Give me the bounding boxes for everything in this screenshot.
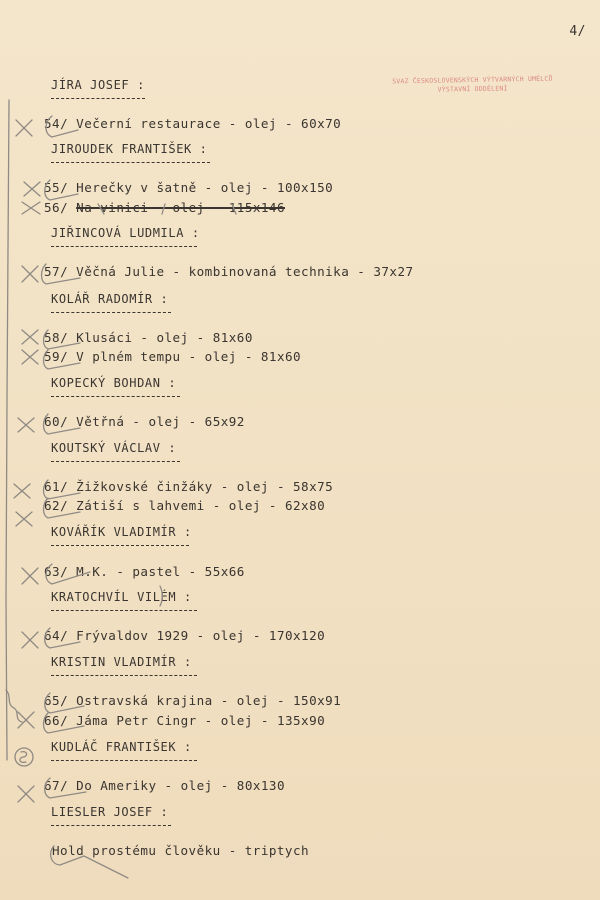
artwork-entry	[44, 713, 325, 728]
artist-name: KUDLÁČ FRANTIŠEK :	[51, 740, 192, 754]
artist-underline	[51, 312, 171, 313]
artist-underline	[51, 610, 197, 611]
artist-underline	[51, 98, 145, 99]
artist-underline	[51, 675, 197, 676]
page-number: 4/	[569, 24, 586, 39]
artwork-title: Do Ameriky - olej - 80x130	[76, 778, 285, 793]
artwork-entry-crossed-out	[44, 200, 285, 215]
artwork-title: Věčná Julie - kombinovaná technika - 37x27	[76, 264, 414, 279]
artist-underline	[51, 461, 180, 462]
artwork-entry	[44, 180, 333, 195]
artwork-title: Zátiší s lahvemi - olej - 62x80	[76, 498, 326, 513]
artwork-title: V plném tempu - olej - 81x60	[76, 349, 302, 364]
artist-underline	[51, 825, 171, 826]
artwork-entry	[44, 479, 333, 494]
stamp-line-2: VÝSTAVNÍ ODDĚLENÍ	[437, 84, 508, 94]
artist-name: KOVÁŘÍK VLADIMÍR :	[51, 525, 192, 539]
artist-name: KOPECKÝ BOHDAN :	[51, 376, 177, 390]
artwork-number: 61/	[44, 479, 69, 494]
artist-name: KOLÁŘ RADOMÍR :	[51, 292, 169, 306]
artwork-title: Ostravská krajina - olej - 150x91	[76, 693, 342, 708]
artwork-number: 67/	[44, 778, 69, 793]
artwork-title: Větřná - olej - 65x92	[76, 414, 245, 429]
artwork-title: Klusáci - olej - 81x60	[76, 330, 253, 345]
artwork-entry	[44, 330, 253, 345]
artwork-entry	[44, 116, 341, 131]
artwork-entry	[44, 414, 245, 429]
artist-underline	[51, 760, 197, 761]
artwork-title: Herečky v šatně - olej - 100x150	[76, 180, 334, 195]
artwork-title: Večerní restaurace - olej - 60x70	[76, 116, 342, 131]
artwork-number: 60/	[44, 414, 69, 429]
artwork-number: 64/	[44, 628, 69, 643]
artwork-entry	[44, 693, 341, 708]
artwork-number: 58/	[44, 330, 69, 345]
artist-name: JIROUDEK FRANTIŠEK :	[51, 142, 208, 156]
artwork-number: 66/	[44, 713, 69, 728]
artwork-title: Na vinici - olej - 115x146	[76, 200, 285, 215]
artwork-title: M.K. - pastel - 55x66	[76, 564, 245, 579]
artist-name: LIESLER JOSEF :	[51, 805, 169, 819]
artwork-entry	[44, 349, 301, 364]
artist-underline	[51, 545, 189, 546]
artwork-number: 65/	[44, 693, 69, 708]
artist-name: KRATOCHVÍL VILÉM :	[51, 590, 192, 604]
artwork-number: 54/	[44, 116, 69, 131]
artwork-number: 56/	[44, 200, 69, 215]
artwork-number: 55/	[44, 180, 69, 195]
artwork-entry	[44, 628, 325, 643]
artist-name: JÍRA JOSEF :	[51, 78, 145, 92]
artwork-entry	[44, 778, 285, 793]
artist-name: KOUTSKÝ VÁCLAV :	[51, 441, 177, 455]
artist-underline	[51, 246, 197, 247]
artwork-entry	[44, 264, 414, 279]
artwork-title: Jáma Petr Cingr - olej - 135x90	[76, 713, 326, 728]
artwork-number: 59/	[44, 349, 69, 364]
artwork-entry	[44, 498, 325, 513]
artwork-entry	[52, 843, 309, 858]
artwork-number: 63/	[44, 564, 69, 579]
artwork-title: Hold prostému člověku - triptych	[52, 843, 310, 858]
stamp-line-1: SVAZ ČESKOSLOVENSKÝCH VÝTVARNÝCH UMĚLCŮ	[392, 74, 553, 86]
artist-underline	[51, 162, 210, 163]
artist-underline	[51, 396, 180, 397]
artwork-title: Žižkovské činžáky - olej - 58x75	[76, 479, 334, 494]
artwork-number: 62/	[44, 498, 69, 513]
artist-name: JIŘINCOVÁ LUDMILA :	[51, 226, 200, 240]
artwork-title: Frývaldov 1929 - olej - 170x120	[76, 628, 326, 643]
artist-name: KRISTIN VLADIMÍR :	[51, 655, 192, 669]
artwork-number: 57/	[44, 264, 69, 279]
artwork-entry	[44, 564, 245, 579]
